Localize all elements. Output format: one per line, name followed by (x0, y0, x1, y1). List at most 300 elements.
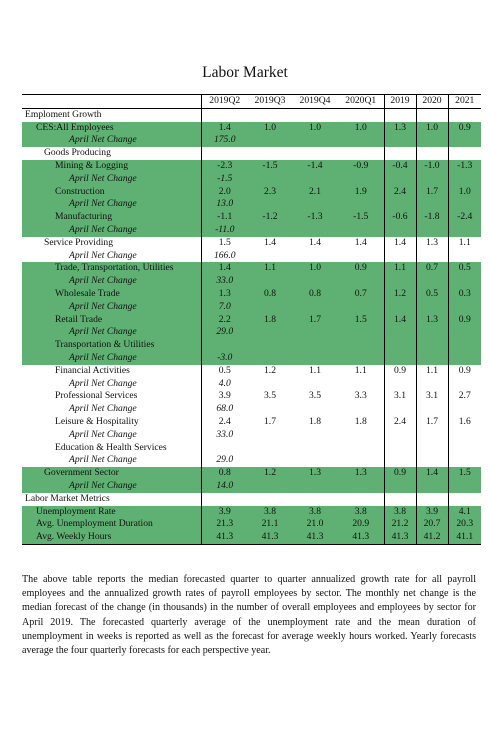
value-cell (416, 493, 448, 506)
value-cell: 68.0 (201, 403, 248, 416)
value-cell (292, 301, 338, 314)
value-cell: 1.1 (248, 262, 292, 275)
table-row (22, 531, 481, 544)
value-cell: 2.0 (201, 186, 248, 199)
value-cell (201, 442, 248, 455)
table-row (22, 160, 481, 173)
value-cell (448, 442, 481, 455)
value-cell (201, 339, 248, 352)
value-cell: 0.9 (338, 262, 384, 275)
value-cell (416, 301, 448, 314)
value-cell: 1.0 (248, 122, 292, 135)
value-cell: 1.0 (416, 122, 448, 135)
value-cell (416, 224, 448, 237)
row-label: April Net Change (22, 480, 201, 493)
value-cell: 7.0 (201, 301, 248, 314)
header-label-cell (22, 95, 201, 109)
value-cell (201, 493, 248, 506)
row-label: April Net Change (69, 377, 137, 389)
value-cell (292, 352, 338, 365)
row-label: Unemployment Rate (22, 506, 201, 519)
value-cell: -0.6 (384, 211, 416, 224)
value-cell (338, 403, 384, 416)
table-row (22, 403, 481, 416)
value-cell: -1.5 (248, 160, 292, 173)
value-cell (416, 339, 448, 352)
value-cell (448, 250, 481, 263)
value-cell (338, 301, 384, 314)
value-cell (384, 147, 416, 160)
value-cell: 2.3 (248, 186, 292, 199)
table-row (22, 288, 481, 301)
value-cell (448, 326, 481, 339)
column-header: 2019 (384, 95, 416, 109)
table-row (22, 186, 481, 199)
value-cell: -1.5 (338, 211, 384, 224)
table-row (22, 173, 481, 186)
value-cell (292, 378, 338, 391)
column-header: 2019Q3 (248, 95, 292, 109)
value-cell: 41.3 (338, 531, 384, 544)
value-cell: 1.4 (384, 237, 416, 250)
value-cell (416, 480, 448, 493)
column-header: 2020Q1 (338, 95, 384, 109)
value-cell (338, 250, 384, 263)
value-cell (448, 403, 481, 416)
value-cell (338, 493, 384, 506)
value-cell: 29.0 (201, 454, 248, 467)
table-row (22, 467, 481, 480)
value-cell: 2.4 (384, 416, 416, 429)
row-label: April Net Change (22, 173, 201, 186)
value-cell (448, 429, 481, 442)
value-cell: 41.1 (448, 531, 481, 544)
row-label: Retail Trade (22, 314, 201, 327)
value-cell (448, 198, 481, 211)
value-cell (416, 250, 448, 263)
value-cell: 1.3 (338, 467, 384, 480)
value-cell (384, 352, 416, 365)
value-cell (448, 224, 481, 237)
value-cell (248, 378, 292, 391)
table-row (22, 326, 481, 339)
value-cell (384, 198, 416, 211)
value-cell (248, 147, 292, 160)
value-cell: 1.4 (201, 262, 248, 275)
value-cell: 0.7 (338, 288, 384, 301)
table-row (22, 211, 481, 224)
value-cell (292, 198, 338, 211)
table-row (22, 352, 481, 365)
value-cell (248, 403, 292, 416)
value-cell: 3.8 (292, 506, 338, 519)
value-cell: -1.2 (248, 211, 292, 224)
row-label: April Net Change (69, 454, 137, 466)
row-label: Avg. Unemployment Duration (22, 518, 201, 531)
value-cell: -2.4 (448, 211, 481, 224)
value-cell: 1.5 (448, 467, 481, 480)
table-row (22, 339, 481, 352)
value-cell: 0.9 (448, 122, 481, 135)
value-cell (384, 173, 416, 186)
value-cell (338, 454, 384, 467)
page-title: Labor Market (202, 64, 288, 81)
value-cell (248, 442, 292, 455)
value-cell: 21.2 (384, 518, 416, 531)
value-cell (338, 224, 384, 237)
value-cell: 1.7 (416, 416, 448, 429)
value-cell (384, 454, 416, 467)
value-cell: 3.1 (416, 390, 448, 403)
value-cell: -3.0 (201, 352, 248, 365)
value-cell (448, 108, 481, 121)
value-cell (384, 224, 416, 237)
value-cell (201, 147, 248, 160)
value-cell (416, 173, 448, 186)
value-cell: 0.8 (292, 288, 338, 301)
value-cell: 41.3 (292, 531, 338, 544)
value-cell (292, 250, 338, 263)
table-row (22, 250, 481, 263)
value-cell: 3.1 (384, 390, 416, 403)
table-row (22, 134, 481, 147)
value-cell: 2.4 (201, 416, 248, 429)
value-cell: 3.8 (248, 506, 292, 519)
value-cell (292, 326, 338, 339)
value-cell (338, 339, 384, 352)
value-cell: -11.0 (201, 224, 248, 237)
value-cell: 0.3 (448, 288, 481, 301)
value-cell (448, 301, 481, 314)
row-label: April Net Change (69, 428, 137, 440)
row-label: Trade, Transportation, Utilities (22, 262, 201, 275)
value-cell: 3.5 (264, 390, 276, 402)
value-cell: 20.7 (416, 518, 448, 531)
value-cell (292, 403, 338, 416)
value-cell (292, 339, 338, 352)
row-label: Wholesale Trade (22, 288, 201, 301)
value-cell: -0.9 (338, 160, 384, 173)
table-row (22, 275, 481, 288)
value-cell: 0.9 (384, 467, 416, 480)
table-row (22, 454, 481, 467)
value-cell: 0.9 (448, 314, 481, 327)
value-cell (448, 147, 481, 160)
value-cell (292, 224, 338, 237)
value-cell (384, 339, 416, 352)
table-row (22, 122, 481, 135)
value-cell: 1.4 (384, 314, 416, 327)
row-label: Manufacturing (22, 211, 201, 224)
value-cell (338, 352, 384, 365)
table-row (22, 390, 481, 403)
value-cell (292, 454, 338, 467)
value-cell (448, 173, 481, 186)
value-cell: 13.0 (201, 198, 248, 211)
value-cell: 0.9 (448, 365, 481, 378)
row-label: April Net Change (22, 301, 201, 314)
value-cell (448, 275, 481, 288)
value-cell: 3.5 (309, 390, 321, 402)
table-row (22, 416, 481, 429)
value-cell (248, 301, 292, 314)
value-cell: 41.3 (384, 531, 416, 544)
value-cell (248, 134, 292, 147)
value-cell: 1.5 (338, 314, 384, 327)
value-cell (384, 378, 416, 391)
value-cell (338, 147, 384, 160)
value-cell: 0.7 (416, 262, 448, 275)
row-label: Education & Health Services (55, 441, 167, 453)
value-cell: 3.8 (338, 506, 384, 519)
value-cell (384, 429, 416, 442)
value-cell: 20.9 (338, 518, 384, 531)
value-cell: -1.5 (201, 173, 248, 186)
value-cell: 1.4 (416, 467, 448, 480)
value-cell (338, 378, 384, 391)
value-cell: 2.7 (448, 390, 481, 403)
table-row (22, 429, 481, 442)
value-cell: 4.1 (448, 506, 481, 519)
value-cell (338, 442, 384, 455)
value-cell: -0.4 (384, 160, 416, 173)
value-cell: 4.0 (201, 378, 248, 391)
value-cell (292, 480, 338, 493)
value-cell (292, 275, 338, 288)
value-cell: -1.3 (448, 160, 481, 173)
value-cell: 2.1 (292, 186, 338, 199)
value-cell (338, 108, 384, 121)
value-cell: 1.8 (354, 415, 367, 427)
value-cell: 1.1 (354, 364, 367, 376)
value-cell: 1.4 (264, 236, 276, 248)
value-cell (338, 173, 384, 186)
row-label: Service Providing (44, 236, 114, 248)
value-cell (448, 339, 481, 352)
value-cell: 1.0 (292, 122, 338, 135)
value-cell: 0.5 (448, 262, 481, 275)
value-cell: 1.4 (354, 236, 367, 248)
value-cell: 20.3 (448, 518, 481, 531)
value-cell: -1.8 (416, 211, 448, 224)
value-cell: 1.4 (309, 236, 321, 248)
table-row (22, 506, 481, 519)
table-row (22, 378, 481, 391)
value-cell: 21.0 (292, 518, 338, 531)
row-label: April Net Change (22, 326, 201, 339)
value-cell: 1.1 (448, 237, 481, 250)
value-cell: 3.3 (354, 390, 367, 402)
column-header: 2021 (448, 95, 481, 109)
value-cell (338, 198, 384, 211)
column-header: 2019Q2 (201, 95, 248, 109)
value-cell (292, 442, 338, 455)
value-cell (292, 134, 338, 147)
row-label: Construction (22, 186, 201, 199)
value-cell (384, 301, 416, 314)
value-cell: 1.5 (201, 237, 248, 250)
value-cell (248, 275, 292, 288)
value-cell (384, 108, 416, 121)
value-cell: 1.7 (264, 415, 276, 427)
row-label: Transportation & Utilities (22, 339, 201, 352)
value-cell (292, 429, 338, 442)
value-cell (248, 250, 292, 263)
row-label: Leisure & Hospitality (55, 415, 139, 427)
value-cell (448, 378, 481, 391)
value-cell: 3.9 (416, 506, 448, 519)
column-header: 2019Q4 (292, 95, 338, 109)
value-cell: 175.0 (201, 134, 248, 147)
value-cell: 1.1 (384, 262, 416, 275)
column-header: 2020 (416, 95, 448, 109)
value-cell (292, 173, 338, 186)
value-cell: 41.3 (248, 531, 292, 544)
row-label: Avg. Weekly Hours (22, 531, 201, 544)
value-cell: -1.1 (201, 211, 248, 224)
value-cell: 0.9 (384, 365, 416, 378)
value-cell (248, 108, 292, 121)
value-cell: 1.7 (416, 186, 448, 199)
value-cell (248, 480, 292, 493)
value-cell (448, 134, 481, 147)
value-cell: 21.1 (248, 518, 292, 531)
value-cell: 1.3 (416, 237, 448, 250)
value-cell (248, 173, 292, 186)
value-cell: 0.8 (201, 467, 248, 480)
value-cell: 1.2 (384, 288, 416, 301)
labor-market-table (22, 94, 481, 545)
value-cell: 0.8 (248, 288, 292, 301)
table-row (22, 518, 481, 531)
value-cell: 21.3 (201, 518, 248, 531)
value-cell (416, 403, 448, 416)
value-cell (292, 493, 338, 506)
value-cell (248, 326, 292, 339)
value-cell (448, 454, 481, 467)
value-cell: 0.5 (416, 288, 448, 301)
value-cell: 41.3 (201, 531, 248, 544)
value-cell: 33.0 (201, 275, 248, 288)
header-row (22, 95, 481, 109)
value-cell (248, 352, 292, 365)
table-row (22, 262, 481, 275)
value-cell (384, 275, 416, 288)
value-cell (416, 378, 448, 391)
row-label: Goods Producing (44, 147, 111, 159)
value-cell: 1.3 (384, 122, 416, 135)
value-cell: 1.2 (248, 467, 292, 480)
table-row (22, 314, 481, 327)
value-cell (384, 403, 416, 416)
value-cell (248, 429, 292, 442)
value-cell (416, 134, 448, 147)
value-cell (416, 454, 448, 467)
row-label: Labor Market Metrics (25, 492, 110, 504)
table-row (22, 147, 481, 160)
value-cell (384, 134, 416, 147)
value-cell: 1.3 (201, 288, 248, 301)
value-cell: 1.3 (292, 467, 338, 480)
value-cell: 166.0 (201, 250, 248, 263)
value-cell: 1.9 (338, 186, 384, 199)
table-note: The above table reports the median forecasted quarter to quarter annualized growth rate for all payroll employees and the annualized growth rates of payroll employees by sector. The monthly net change is the median forecast of the change (in thousands) in the number of overall employees and employees by sector for April 2019. The forecasted quarterly average of the unemployment rate and the mean duration of unemployment in weeks is reported as well as the forecast for average weekly hours worked. Yearly forecasts average the four quarterly forecasts for each perspective year. (22, 574, 476, 657)
value-cell: 29.0 (201, 326, 248, 339)
table-row (22, 237, 481, 250)
value-cell: 1.6 (448, 416, 481, 429)
value-cell: 2.2 (201, 314, 248, 327)
value-cell: 14.0 (201, 480, 248, 493)
value-cell (338, 134, 384, 147)
value-cell: 1.0 (292, 262, 338, 275)
table-row (22, 301, 481, 314)
value-cell: 1.2 (264, 364, 276, 376)
value-cell: 1.0 (338, 122, 384, 135)
value-cell: 3.8 (384, 506, 416, 519)
value-cell (416, 429, 448, 442)
value-cell: 3.9 (201, 506, 248, 519)
value-cell: -1.4 (292, 160, 338, 173)
table-row (22, 224, 481, 237)
value-cell: 33.0 (201, 429, 248, 442)
row-label: April Net Change (69, 249, 137, 261)
value-cell: -2.3 (201, 160, 248, 173)
value-cell (338, 480, 384, 493)
value-cell (248, 198, 292, 211)
row-label: April Net Change (22, 198, 201, 211)
table-row (22, 480, 481, 493)
value-cell: 1.1 (416, 365, 448, 378)
value-cell (292, 108, 338, 121)
value-cell (448, 480, 481, 493)
value-cell (416, 108, 448, 121)
row-label: Mining & Logging (22, 160, 201, 173)
value-cell: 1.1 (309, 364, 321, 376)
value-cell (338, 275, 384, 288)
value-cell (248, 454, 292, 467)
value-cell (416, 147, 448, 160)
table-row (22, 108, 481, 121)
value-cell (292, 147, 338, 160)
value-cell: 3.9 (201, 390, 248, 403)
row-label: Financial Activities (55, 364, 130, 376)
table-row (22, 442, 481, 455)
table-row (22, 365, 481, 378)
table-row (22, 493, 481, 506)
table-row (22, 198, 481, 211)
value-cell: 41.2 (416, 531, 448, 544)
value-cell (448, 352, 481, 365)
value-cell (416, 198, 448, 211)
row-label: CES:All Employees (22, 122, 201, 135)
value-cell (248, 493, 292, 506)
value-cell (384, 326, 416, 339)
value-cell (248, 339, 292, 352)
value-cell (248, 224, 292, 237)
value-cell (384, 480, 416, 493)
row-label: Professional Services (55, 390, 138, 402)
value-cell (416, 442, 448, 455)
value-cell: 2.4 (384, 186, 416, 199)
row-label: Emploment Growth (25, 108, 102, 120)
value-cell: 1.4 (201, 122, 248, 135)
value-cell (416, 326, 448, 339)
value-cell (384, 442, 416, 455)
value-cell (384, 250, 416, 263)
value-cell: -1.3 (292, 211, 338, 224)
value-cell: 1.0 (448, 186, 481, 199)
value-cell (416, 352, 448, 365)
